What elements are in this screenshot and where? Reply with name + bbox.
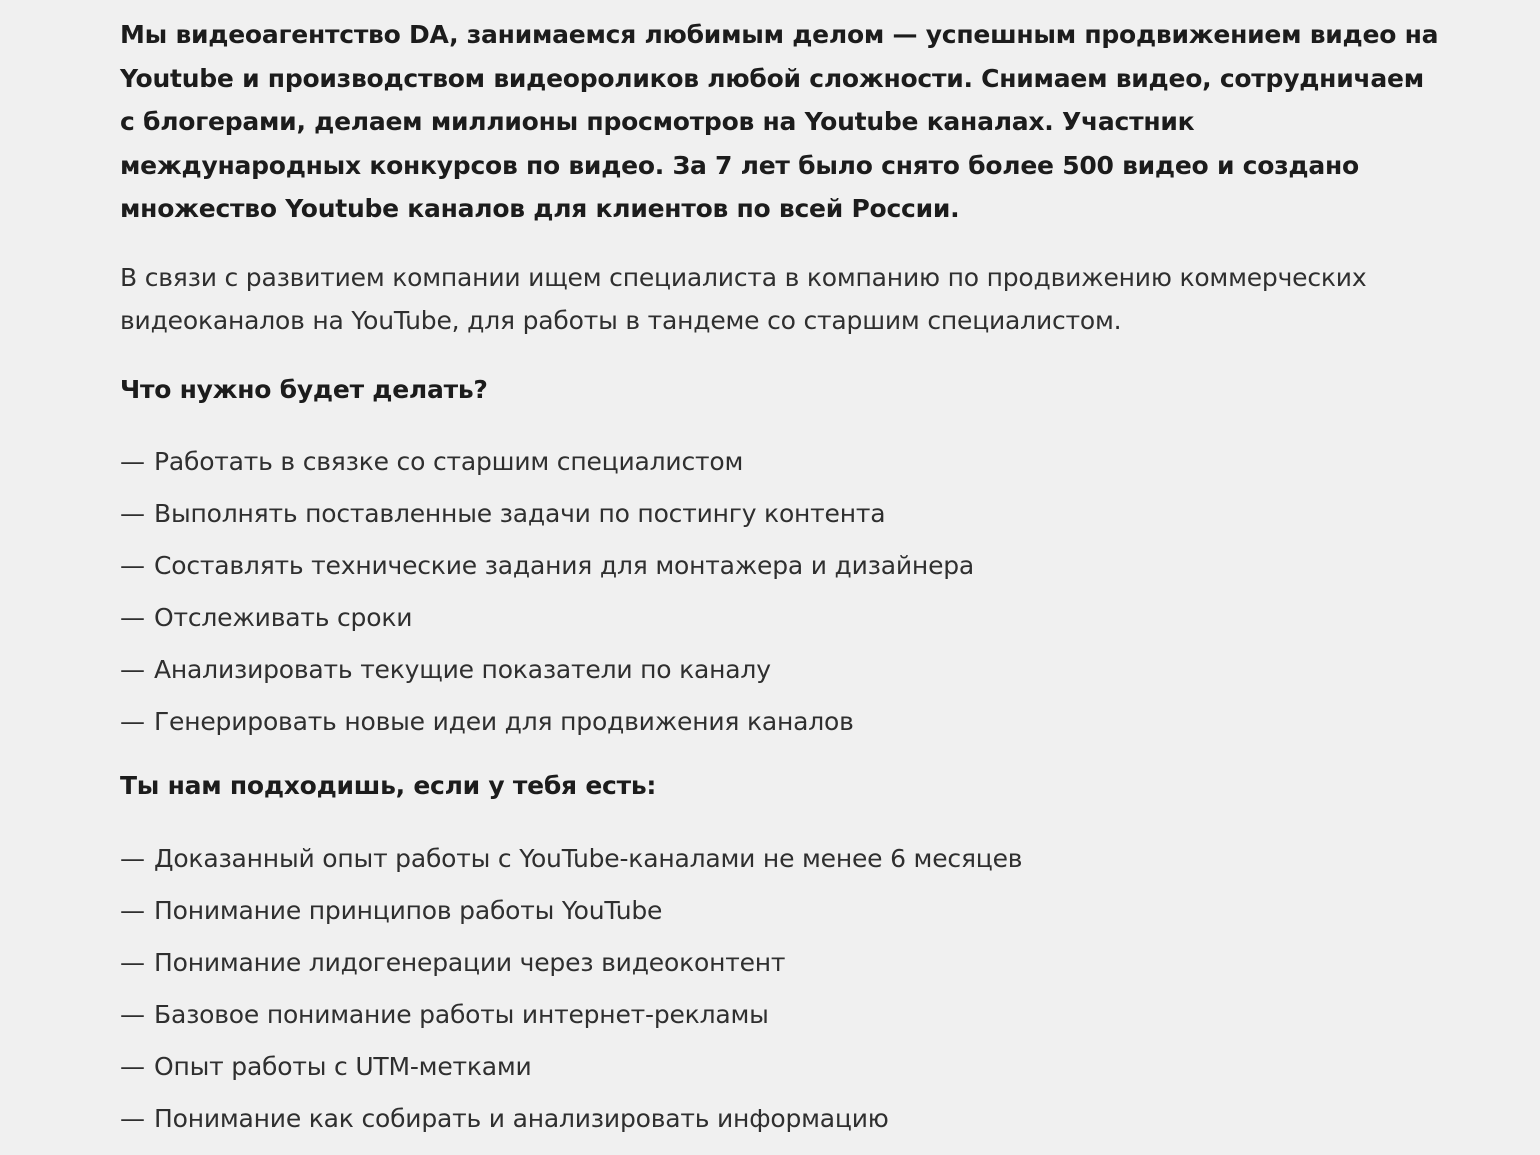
- company-description: Мы видеоагентство DA, занимаемся любимым делом — успешным продвижением видео на Youtube и производством видеороликов любой сложности. Снимаем видео, сотрудничаем с блогерами, делаем миллионы просмотров на Youtube каналах. Участник международных конкурсов по видео. За 7 лет было снято более 500 видео и создано множество Youtube каналов для клиентов по всей России.: [120, 20, 1439, 223]
- dash-bullet: —: [120, 551, 145, 580]
- duty-item: [120, 644, 1440, 696]
- requirement-text: Доказанный опыт работы с YouTube-каналами не менее 6 месяцев: [154, 843, 1023, 873]
- dash-bullet: —: [120, 999, 145, 1029]
- duty-text: Составлять технические задания для монтажера и дизайнера: [154, 551, 975, 580]
- requirement-item: [120, 989, 1440, 1041]
- duty-item: [120, 488, 1440, 540]
- requirement-item: [120, 937, 1440, 989]
- duty-item: [120, 436, 1440, 488]
- dash-bullet: —: [120, 1051, 145, 1081]
- duties-list: [120, 436, 1440, 748]
- dash-bullet: —: [120, 843, 145, 873]
- duty-item: [120, 696, 1440, 748]
- requirement-text: Опыт работы с UTM-метками: [154, 1051, 532, 1081]
- duty-text: Отслеживать сроки: [154, 603, 413, 632]
- requirements-list: [120, 833, 1440, 1145]
- dash-bullet: —: [120, 655, 145, 684]
- duty-text: Генерировать новые идеи для продвижения каналов: [154, 707, 854, 736]
- duty-item: [120, 540, 1440, 592]
- duty-item: [120, 592, 1440, 644]
- vacancy-content: [120, 13, 1440, 1145]
- requirement-item: [120, 1041, 1440, 1093]
- requirement-text: Понимание принципов работы YouTube: [154, 895, 663, 925]
- dash-bullet: —: [120, 947, 145, 977]
- duty-text: Работать в связке со старшим специалистом: [154, 447, 744, 476]
- requirement-item: [120, 885, 1440, 937]
- dash-bullet: —: [120, 895, 145, 925]
- requirements-heading: Ты нам подходишь, если у тебя есть:: [120, 771, 657, 800]
- dash-bullet: —: [120, 447, 145, 476]
- vacancy-intro: В связи с развитием компании ищем специалиста в компанию по продвижению коммерческих видеоканалов на YouTube, для работы в тандеме со старшим специалистом.: [120, 262, 1367, 335]
- duties-heading: Что нужно будет делать?: [120, 374, 488, 404]
- requirement-text: Понимание лидогенерации через видеоконтент: [154, 947, 786, 977]
- requirement-item: [120, 1093, 1440, 1145]
- duty-text: Анализировать текущие показатели по каналу: [154, 655, 771, 684]
- dash-bullet: —: [120, 1103, 145, 1133]
- requirement-text: Базовое понимание работы интернет-рекламы: [154, 999, 769, 1029]
- requirement-text: Понимание как собирать и анализировать информацию: [154, 1103, 889, 1133]
- duty-text: Выполнять поставленные задачи по постингу контента: [154, 499, 886, 528]
- dash-bullet: —: [120, 707, 145, 736]
- dash-bullet: —: [120, 499, 145, 528]
- requirement-item: [120, 833, 1440, 885]
- dash-bullet: —: [120, 603, 145, 632]
